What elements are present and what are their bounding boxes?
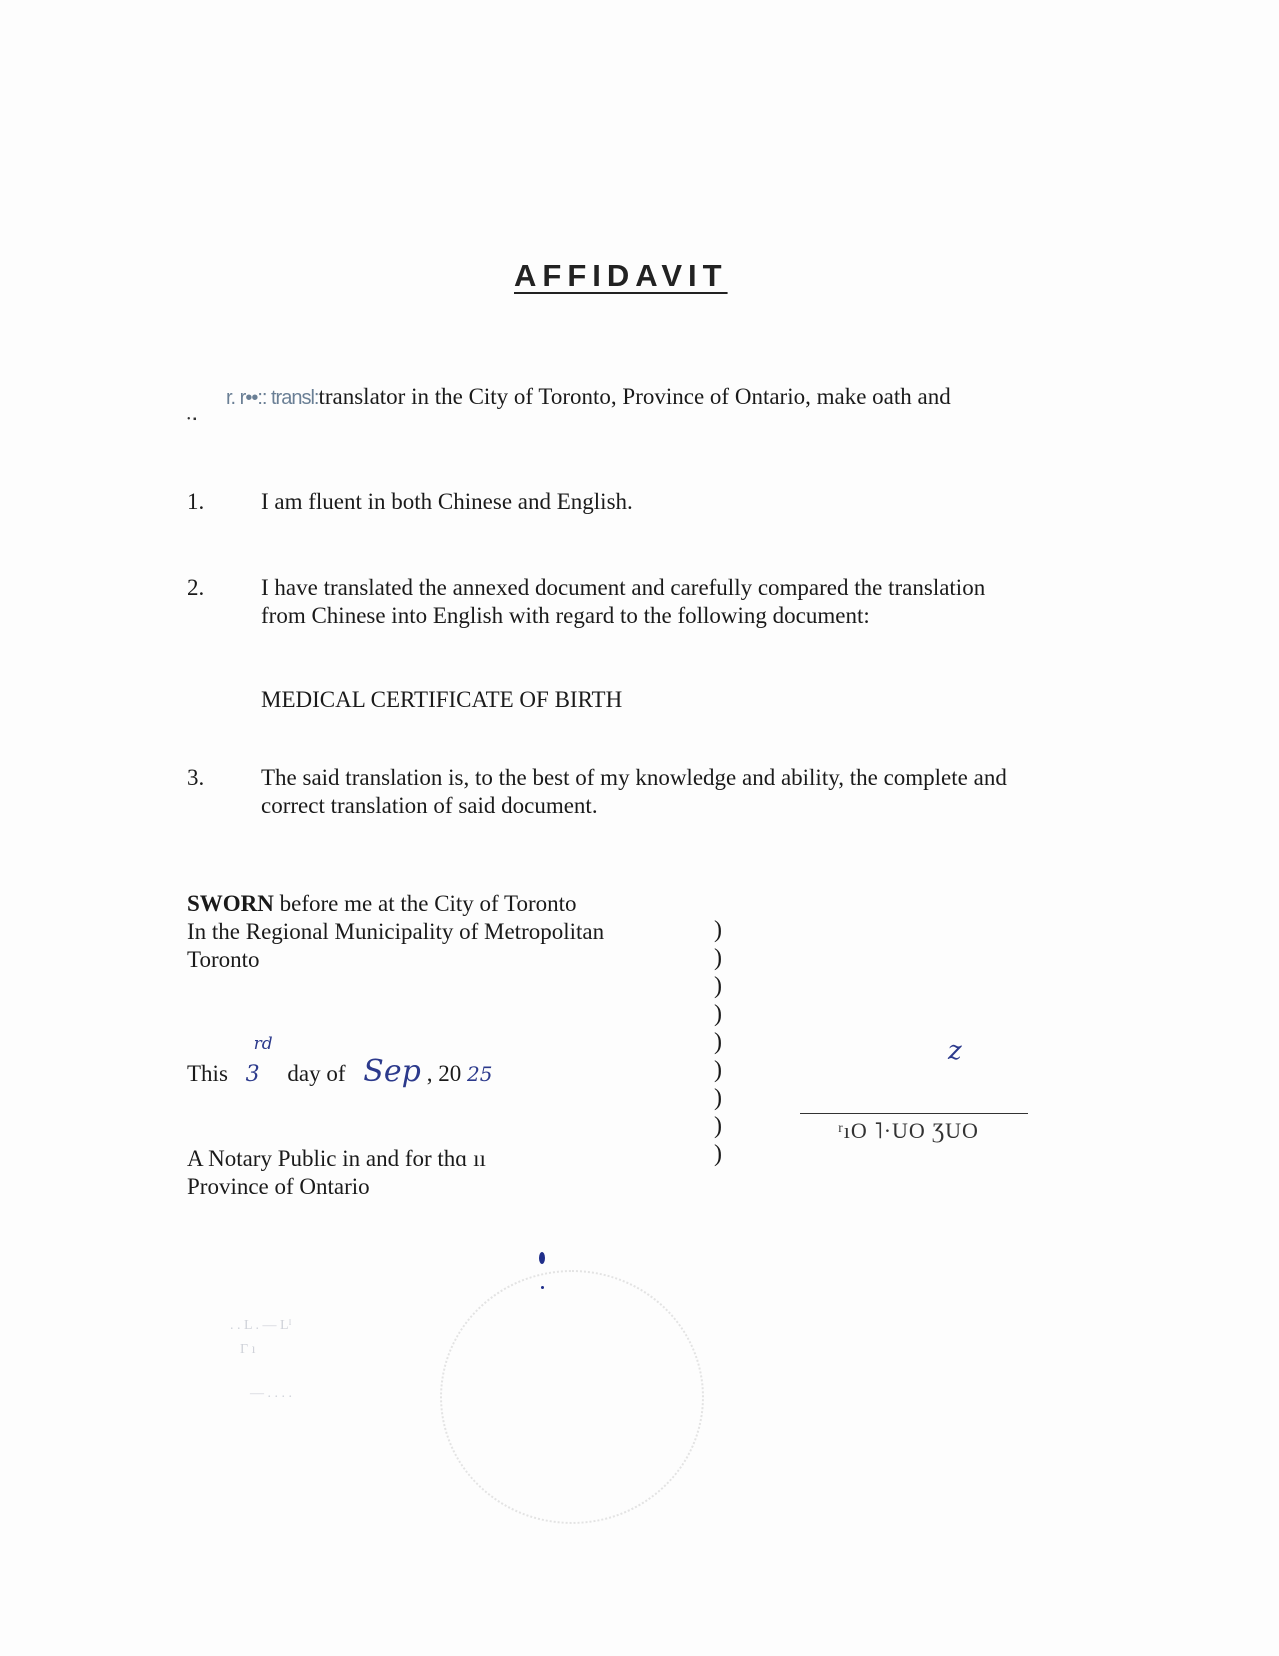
document-name: MEDICAL CERTIFICATE OF BIRTH xyxy=(261,687,623,712)
item-3-text xyxy=(261,764,1081,820)
notary-line1: A Notary Public in and for thɑ ıı xyxy=(187,1146,486,1171)
handwritten-day: 3 rd xyxy=(246,1062,260,1087)
item-1-number: 1. xyxy=(187,489,205,514)
item-2-text xyxy=(261,574,1081,630)
item-1-text: I am fluent in both Chinese and English. xyxy=(261,489,633,514)
sworn-block xyxy=(187,890,667,974)
sworn-bold: SWORN xyxy=(187,891,274,916)
ink-dot xyxy=(539,1252,545,1264)
faint-seal-text-2: Γ ı xyxy=(240,1342,256,1357)
date-year-prefix: , 20 xyxy=(426,1061,462,1086)
sworn-line3: Toronto xyxy=(187,947,260,972)
stray-mark: • ▪ xyxy=(187,414,197,425)
paren: ) xyxy=(714,1085,722,1111)
sworn-line1 xyxy=(187,890,667,918)
sworn-line2: In the Regional Municipality of Metropolitan xyxy=(187,919,605,944)
notary-block xyxy=(187,1145,607,1201)
date-day-of: day of xyxy=(287,1061,346,1086)
sworn-line1-rest: before me at the City of Toronto xyxy=(273,891,577,916)
parenthesis-column xyxy=(714,916,722,1168)
paren: ) xyxy=(714,1057,722,1083)
item-2-number: 2. xyxy=(187,575,205,600)
paren: ) xyxy=(714,1029,722,1055)
item-3-line1: The said translation is, to the best of my knowledge and ability, the complete and xyxy=(261,765,1007,790)
intro-smudge: r. r••:: transl: xyxy=(226,387,319,409)
item-3-number: 3. xyxy=(187,765,205,790)
signatory-name: ʳıO ˥·UO ƷUO xyxy=(838,1118,979,1143)
item-2-line2: from Chinese into English with regard to the following document: xyxy=(261,603,870,628)
paren: ) xyxy=(714,917,722,943)
intro-line xyxy=(226,383,951,412)
handwritten-year: 25 xyxy=(467,1062,493,1086)
signature-mark: z xyxy=(948,1036,962,1066)
faint-seal-text-1: . . L . — Lᴵ xyxy=(230,1318,292,1333)
paren: ) xyxy=(714,1141,722,1167)
intro-text: translator in the City of Toronto, Province of Ontario, make oath and xyxy=(318,384,951,409)
faint-seal-text-3: — . . . . xyxy=(250,1386,292,1401)
signature-line xyxy=(800,1113,1028,1114)
item-3-line2: correct translation of said document. xyxy=(261,793,598,818)
paren: ) xyxy=(714,1001,722,1027)
paren: ) xyxy=(714,945,722,971)
faint-seal xyxy=(440,1270,704,1524)
document-title: AFFIDAVIT xyxy=(514,258,728,293)
handwritten-day-suffix: rd xyxy=(253,1034,273,1054)
date-line xyxy=(187,1034,493,1089)
paren: ) xyxy=(714,973,722,999)
notary-line2: Province of Ontario xyxy=(187,1174,370,1199)
paren: ) xyxy=(714,1113,722,1139)
item-2-line1: I have translated the annexed document and carefully compared the translation xyxy=(261,575,986,600)
handwritten-month: Sep xyxy=(363,1054,421,1089)
date-this: This xyxy=(187,1061,228,1086)
